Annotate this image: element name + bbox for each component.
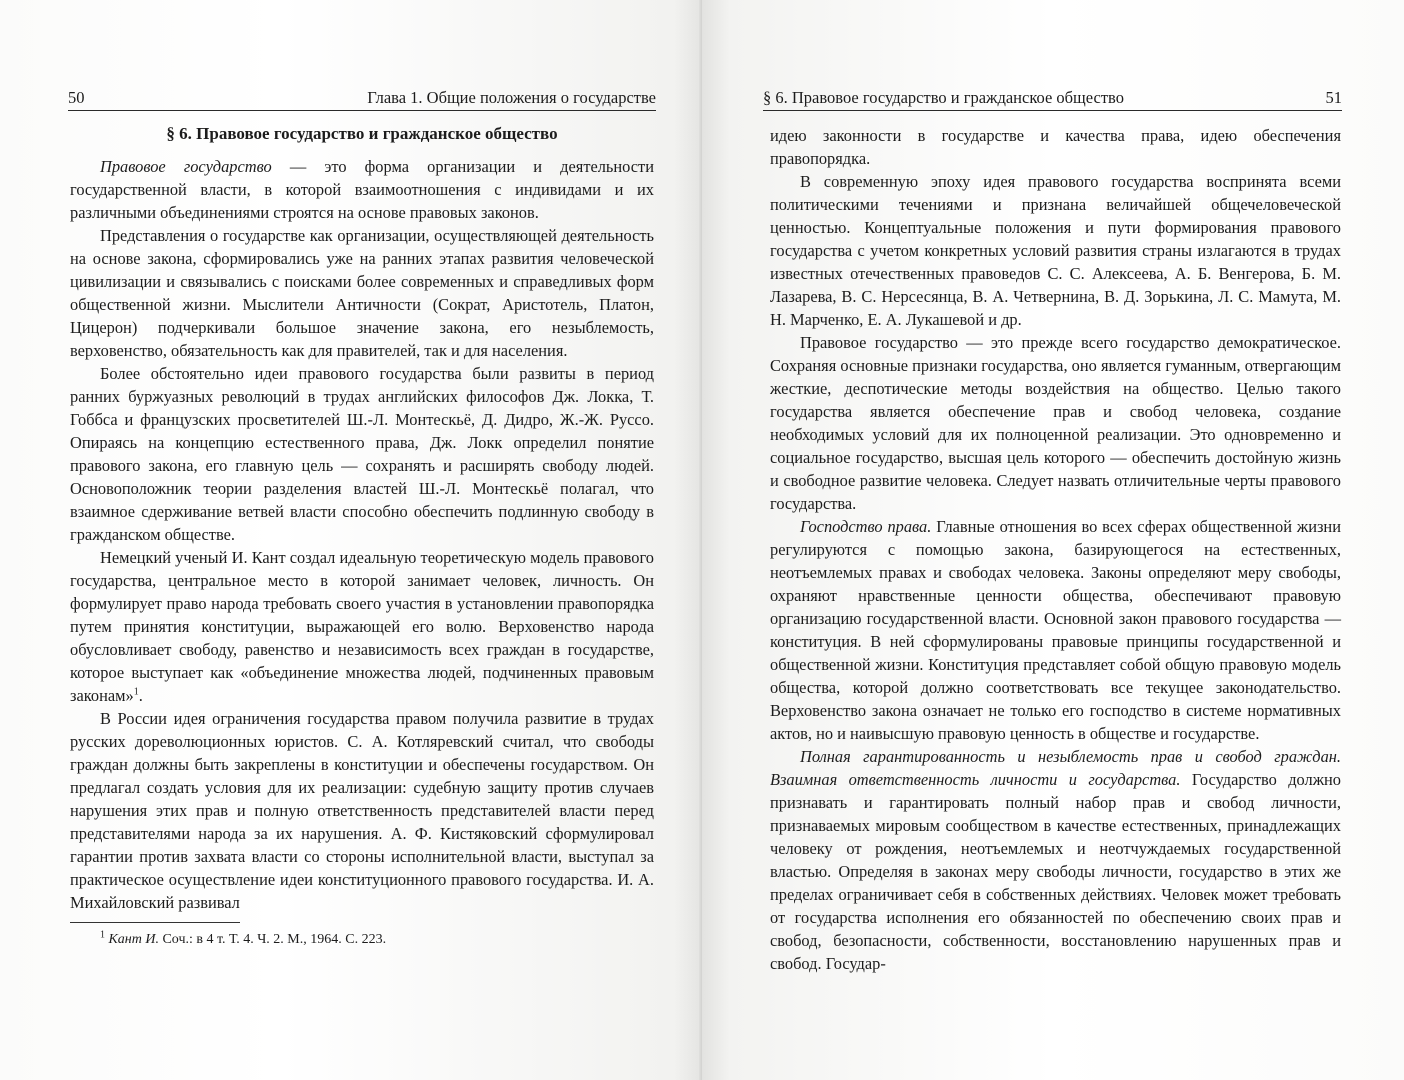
left-page-number: 50 xyxy=(68,88,85,107)
term-italic: Полная гарантированность и незыблемость прав и свобод граждан. Взаимная ответственность личности и государства. xyxy=(770,747,1341,789)
paragraph: идею законности в государстве и качества права, идею обеспечения правопорядка. xyxy=(770,126,1341,168)
section-title: § 6. Правовое государство и гражданское общество xyxy=(166,124,558,143)
paragraph-text: Государство должно признавать и гарантировать полный набор прав и свобод личности, признаваемых мировым сообществом в качестве естественных, принадлежащих человеку от рождения, неотъемлемых и неотчуждаемых государственной властью. Определяя в законах меру свободы личности, государство в этих же пределах ограничивает себя в собственных действиях. Человек может требовать от государства исполнения его обязанностей по обеспечению своих прав и свобод, безопасности, собственности, восстановлению нарушенных прав и свобод. Государ- xyxy=(770,770,1341,973)
term-italic: Господство права. xyxy=(800,517,932,536)
paragraph: Правовое государство — это прежде всего государство демократическое. Сохраняя основные признаки государства, оно является гуманным, отвергающим жесткие, деспотические методы воздействия на общество. Целью такого государства является обеспечение прав и свобод человека, создание необходимых условий для их полноценной реализации. Это одновременно и социальное государство, высшая цель которого — обеспечить достойную жизнь и свободное развитие человека. Следует назвать отличительные черты правового государства. xyxy=(770,333,1341,513)
paragraph xyxy=(70,155,654,224)
left-page-body xyxy=(70,122,654,949)
paragraph: Более обстоятельно идеи правового государства были развиты в период ранних буржуазных революций в трудах английских философов Дж. Локка, Т. Гоббса и французских просветителей Ш.-Л. Монтескьё, Д. Дидро, Ж.-Ж. Руссо. Опираясь на концепцию естественного права, Дж. Локк определил понятие правового закона, его главную цель — сохранять и расширять свободу людей. Основоположник теории разделения властей Ш.-Л. Монтескьё полагал, что взаимное сдерживание ветвей власти способно обеспечить подлинную свободу в гражданском обществе. xyxy=(70,364,654,544)
right-page-number: 51 xyxy=(1325,88,1342,107)
footnote-text: Соч.: в 4 т. Т. 4. Ч. 2. М., 1964. С. 223. xyxy=(158,932,387,947)
term-italic: Правовое государство xyxy=(100,157,272,176)
paragraph: В России идея ограничения государства правом получила развитие в трудах русских дореволюционных юристов. С. А. Котляревский считал, что свободы граждан должны быть закреплены в конституции и обеспечены государством. Он предлагал создать условия для их реализации: судебную защиту против случаев нарушения этих прав и полную ответственность представителей власти перед представителями народа за их нарушения. А. Ф. Кистяковский сформулировал гарантии против захвата власти со стороны исполнительной власти, выступал за практическое осуществление идеи конституционного правового государства. И. А. Михайловский развивал xyxy=(70,709,654,912)
left-running-head: Глава 1. Общие положения о государстве xyxy=(367,88,656,107)
right-page-body xyxy=(770,124,1341,975)
paragraph xyxy=(770,745,1341,975)
paragraph xyxy=(70,546,654,707)
right-running-header xyxy=(763,86,1342,111)
footnote-mark: 1 xyxy=(100,929,105,941)
paragraph-text: Немецкий ученый И. Кант создал идеальную теоретическую модель правового государства, центральное место в которой занимает человек, личность. Он формулирует право народа требовать своего участия в установлении правопорядка путем принятия конституции, выражающей его волю. Верховенство народа обусловливает свободу, равенство и независимость всех граждан в государстве, которое выступает как «объединение множества людей, подчиненных правовым законам» xyxy=(70,548,654,705)
right-running-head: § 6. Правовое государство и гражданское общество xyxy=(763,88,1124,107)
paragraph-text: — это форма организации и деятельности государственной власти, в которой взаимоотношения с индивидами и их различными объединениями строятся на основе правовых законов. xyxy=(70,157,654,222)
footnote-divider xyxy=(70,922,240,923)
paragraph: В современную эпоху идея правового государства воспринята всеми политическими течениями и признана величайшей общечеловеческой ценностью. Концептуальные положения и пути формирования правового государства с учетом конкретных условий развития страны излагаются в трудах известных отечественных правоведов С. С. Алексеева, А. Б. Венгерова, Б. М. Лазарева, В. С. Нерсесянца, В. А. Четвернина, В. Д. Зорькина, Л. С. Мамута, М. Н. Марченко, Е. А. Лукашевой и др. xyxy=(770,172,1341,329)
right-page xyxy=(702,0,1404,1080)
footnote-author: Кант И. xyxy=(108,932,159,947)
paragraph: Представления о государстве как организации, осуществляющей деятельность на основе закона, сформировались уже на ранних этапах развития человеческой цивилизации и связывались с поисками более современных и справедливых форм общественной жизни. Мыслители Античности (Сократ, Аристотель, Платон, Цицерон) подчеркивали большое значение закона, его незыблемость, верховенство, обязательность как для правителей, так и для населения. xyxy=(70,226,654,360)
left-running-header xyxy=(68,86,656,111)
paragraph xyxy=(770,515,1341,745)
footnote-reference: 1 xyxy=(133,686,139,698)
paragraph-text: . xyxy=(138,686,143,705)
paragraph-text: Главные отношения во всех сферах общественной жизни регулируются с помощью закона, базирующегося на естественных, неотъемлемых правах и свободах человека. Законы определяют меру свободы, охраняют нравственные ценности общества, обеспечивают правовую организацию государственной власти. Основной закон правового государства — конституция. В ней сформулированы правовые принципы государственной и общественной жизни. Конституция представляет собой общую правовую модель общества, которой должно соответствовать все текущее законодательство. Верховенство закона означает не только его господство в системе нормативных актов, но и наивысшую правовую ценность в обществе и государстве. xyxy=(770,517,1341,743)
footnote xyxy=(70,931,654,949)
